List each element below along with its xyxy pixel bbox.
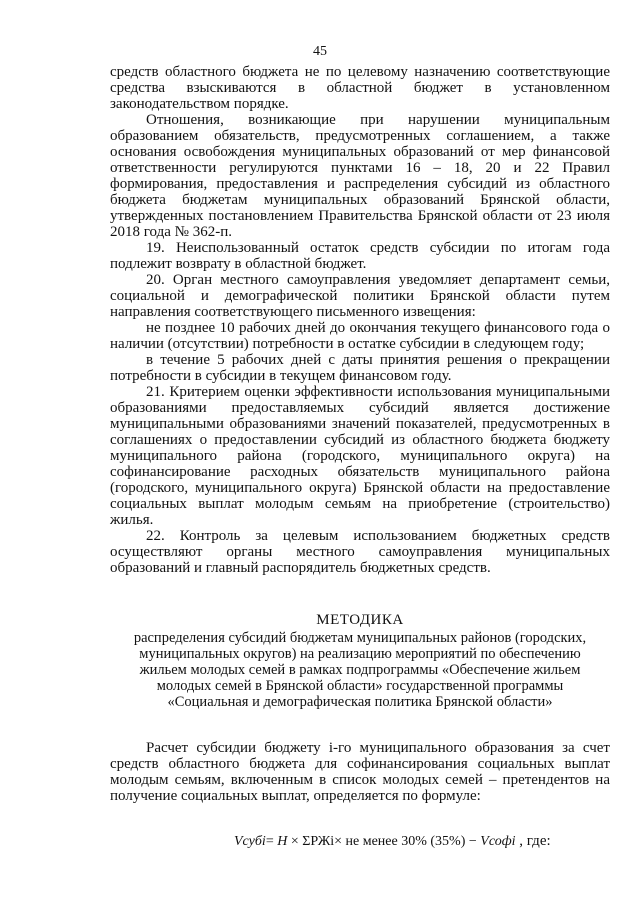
paragraph-obligations: Отношения, возникающие при нарушении муниципальным образованием обязательств, предусмотренных соглашением, а также основания освобождения муниципальных образований от мер финансовой ответственности регулируются пунктами 16 – 18, 20 и 22 Правил формирования, предоставления и распределения субсидий из областного бюджета бюджетам муниципальных образований Брянской области, утвержденных постановлением Правительства Брянской области от 23 июля 2018 года № 362-п. bbox=[110, 112, 610, 240]
formula-equals: = bbox=[265, 834, 278, 849]
methodology-subtitle bbox=[110, 630, 610, 710]
formula-middle: × ΣРЖi× не менее 30% (35%) − bbox=[287, 834, 481, 849]
formula-lhs: Vсубi bbox=[234, 834, 266, 849]
methodology-title: МЕТОДИКА bbox=[316, 612, 404, 628]
formula-rhs: Vсофi bbox=[480, 834, 516, 849]
body-text bbox=[110, 64, 610, 576]
subtitle-line: муниципальных округов) на реализацию мероприятий по обеспечению bbox=[139, 646, 581, 662]
methodology-heading bbox=[110, 612, 610, 710]
paragraph-21: 21. Критерием оценки эффективности использования муниципальными образованиями предоставляемых субсидий является достижение муниципальными образованиями значений показателей, предусмотренных в соглашениях о предоставлении субсидий из областного бюджета бюджету муниципального района (городского, муниципального округа) на софинансирование расходных обязательств муниципального района (городского, муниципального округа) Брянской области на предоставление социальных выплат молодым семьям на приобретение (строительство) жилья. bbox=[110, 384, 610, 528]
paragraph-20: 20. Орган местного самоуправления уведомляет департамент семьи, социальной и демографической политики Брянской области путем направления соответствующего письменного извещения: bbox=[110, 272, 610, 320]
formula-where: , где: bbox=[515, 833, 551, 849]
paragraph-20-item-1: не позднее 10 рабочих дней до окончания текущего финансового года о наличии (отсутствии) потребности в остатке субсидии в следующем году; bbox=[110, 320, 610, 352]
subtitle-line: жильем молодых семей в рамках подпрограммы «Обеспечение жильем bbox=[139, 662, 581, 678]
paragraph-22: 22. Контроль за целевым использованием бюджетных средств осуществляют органы местного самоуправления муниципальных образований и главный распорядитель бюджетных средств. bbox=[110, 528, 610, 576]
subsidy-formula bbox=[234, 832, 610, 851]
paragraph-20-item-2: в течение 5 рабочих дней с даты принятия решения о прекращении потребности в субсидии в текущем финансовом году. bbox=[110, 352, 610, 384]
page-number: 45 bbox=[313, 44, 327, 59]
subtitle-line: распределения субсидий бюджетам муниципальных районов (городских, bbox=[133, 630, 587, 646]
calculation-paragraph: Расчет субсидии бюджету i-го муниципального образования за счет средств областного бюджета для софинансирования социальных выплат молодым семьям, включенным в список молодых семей – претендентов на получение социальных выплат, определяется по формуле: bbox=[110, 740, 610, 804]
subtitle-line: «Социальная и демографическая политика Брянской области» bbox=[167, 694, 553, 710]
paragraph-19: 19. Неиспользованный остаток средств субсидии по итогам года подлежит возврату в областной бюджет. bbox=[110, 240, 610, 272]
calculation-description bbox=[110, 740, 610, 804]
paragraph-funds-recovery: средств областного бюджета не по целевому назначению соответствующие средства взыскиваются в областной бюджет в установленном законодательством порядке. bbox=[110, 64, 610, 112]
formula-h: H bbox=[277, 834, 288, 849]
subtitle-line: молодых семей в Брянской области» государственной программы bbox=[156, 678, 564, 694]
